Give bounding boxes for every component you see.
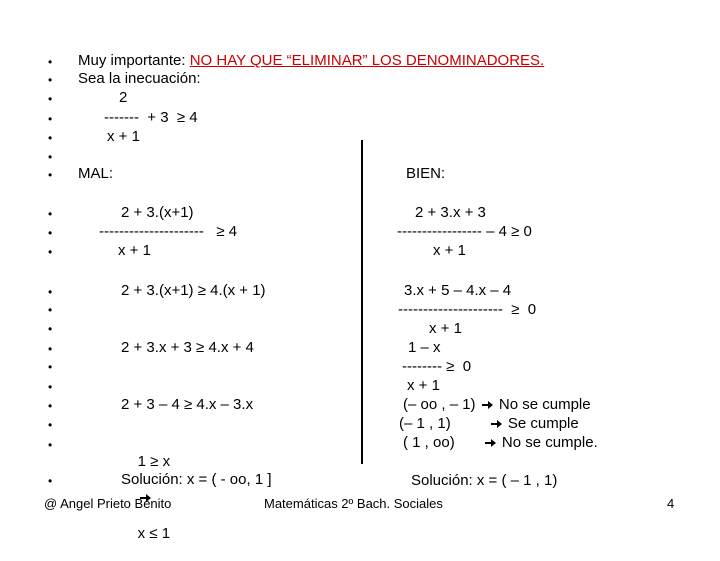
right-check-3 bbox=[403, 434, 598, 452]
left-step-1: 2 + 3.(x+1) ≥ 4.(x + 1) bbox=[121, 282, 266, 299]
right-numerator: 2 + 3.x + 3 bbox=[415, 204, 486, 221]
left-numerator: 2 + 3.(x+1) bbox=[121, 204, 194, 221]
left-step-3: 2 + 3 – 4 ≥ 4.x – 3.x bbox=[121, 396, 254, 413]
intro-denominator: x + 1 bbox=[107, 128, 140, 145]
arrow-right-icon bbox=[485, 438, 496, 448]
column-divider bbox=[361, 140, 363, 464]
right-simp-numerator: 1 – x bbox=[408, 339, 441, 356]
bullet: • bbox=[48, 150, 53, 164]
left-step-2: 2 + 3.x + 3 ≥ 4.x + 4 bbox=[121, 339, 254, 356]
check-3-result: No se cumple. bbox=[501, 434, 598, 451]
check-3-interval: ( 1 , oo) bbox=[403, 434, 455, 451]
right-fraction-line: ----------------- – 4 ≥ 0 bbox=[397, 223, 532, 240]
intro-numerator: 2 bbox=[119, 89, 128, 106]
left-heading: MAL: bbox=[78, 165, 114, 182]
right-check-1 bbox=[403, 396, 591, 414]
bullet: • bbox=[48, 342, 53, 356]
bullet: • bbox=[48, 474, 53, 488]
arrow-right-icon bbox=[482, 400, 493, 410]
check-2-result: Se cumple bbox=[507, 415, 579, 432]
right-solution: Solución: x = ( – 1 , 1) bbox=[411, 472, 558, 489]
bullet: • bbox=[48, 168, 53, 182]
left-step-4-rhs: x ≤ 1 bbox=[137, 525, 171, 542]
bullet: • bbox=[48, 322, 53, 336]
bullet: • bbox=[48, 399, 53, 413]
bullet: • bbox=[48, 285, 53, 299]
intro-line: Sea la inecuación: bbox=[78, 70, 201, 87]
right-heading: BIEN: bbox=[406, 165, 446, 182]
bullet: • bbox=[48, 360, 53, 374]
check-2-interval: (– 1 , 1) bbox=[399, 415, 451, 432]
right-denominator: x + 1 bbox=[433, 242, 466, 259]
right-simp-line: -------- ≥ 0 bbox=[402, 358, 472, 375]
importance-note bbox=[78, 52, 544, 70]
bullet: • bbox=[48, 226, 53, 240]
bullet: • bbox=[48, 55, 53, 69]
note-prefix: Muy importante: bbox=[78, 52, 190, 69]
bullet: • bbox=[48, 131, 53, 145]
check-1-interval: (– oo , – 1) bbox=[403, 396, 476, 413]
left-denominator: x + 1 bbox=[118, 242, 151, 259]
page-number: 4 bbox=[667, 496, 675, 511]
bullet: • bbox=[48, 73, 53, 87]
left-fraction-line: --------------------- ≥ 4 bbox=[99, 223, 238, 240]
right-step-line: --------------------- ≥ 0 bbox=[398, 301, 537, 318]
left-step-4-lhs: 1 ≥ x bbox=[137, 453, 171, 470]
footer-author: @ Angel Prieto Benito bbox=[44, 496, 172, 511]
note-emphasis: NO HAY QUE “ELIMINAR” LOS DENOMINADORES. bbox=[189, 52, 545, 69]
bullet: • bbox=[48, 303, 53, 317]
intro-fraction-line: ------- + 3 ≥ 4 bbox=[104, 109, 198, 126]
bullet: • bbox=[48, 245, 53, 259]
right-simp-denominator: x + 1 bbox=[407, 377, 440, 394]
left-solution: Solución: x = ( - oo, 1 ] bbox=[121, 471, 272, 488]
right-step-numerator: 3.x + 5 – 4.x – 4 bbox=[404, 282, 512, 299]
bullet: • bbox=[48, 112, 53, 126]
right-check-2 bbox=[399, 415, 579, 433]
bullet: • bbox=[48, 380, 53, 394]
arrow-right-icon bbox=[491, 419, 502, 429]
check-1-result: No se cumple bbox=[498, 396, 591, 413]
bullet: • bbox=[48, 92, 53, 106]
footer-course: Matemáticas 2º Bach. Sociales bbox=[264, 496, 443, 511]
right-step-denominator: x + 1 bbox=[429, 320, 462, 337]
bullet: • bbox=[48, 418, 53, 432]
bullet: • bbox=[48, 438, 53, 452]
bullet: • bbox=[48, 207, 53, 221]
